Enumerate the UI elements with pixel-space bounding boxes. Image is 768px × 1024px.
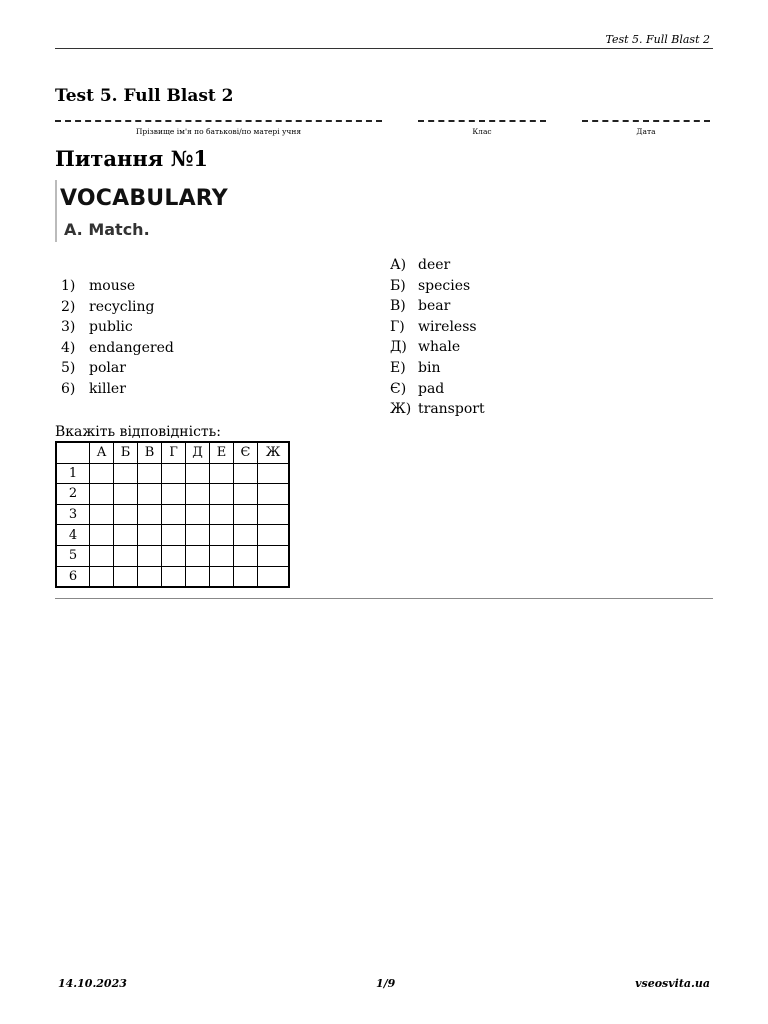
grid-answer-cell[interactable] <box>162 566 186 587</box>
grid-answer-cell[interactable] <box>210 463 234 484</box>
grid-answer-cell[interactable] <box>114 545 138 566</box>
document-title: Test 5. Full Blast 2 <box>55 86 234 106</box>
grid-answer-cell[interactable] <box>114 484 138 505</box>
grid-column-header: Б <box>114 442 138 463</box>
grid-column-header: Е <box>210 442 234 463</box>
list-item: 6) killer <box>61 380 126 397</box>
grid-row <box>56 484 289 505</box>
grid-answer-cell[interactable] <box>162 463 186 484</box>
name-signature-line <box>55 120 382 122</box>
right-match-list <box>390 255 485 420</box>
class-signature-label: Клас <box>472 127 492 136</box>
grid-answer-cell[interactable] <box>138 504 162 525</box>
grid-answer-cell[interactable] <box>90 566 114 587</box>
grid-answer-cell[interactable] <box>234 484 258 505</box>
grid-answer-cell[interactable] <box>210 545 234 566</box>
list-item: В) bear <box>390 298 451 315</box>
question-divider <box>55 598 713 599</box>
grid-row <box>56 504 289 525</box>
grid-answer-cell[interactable] <box>258 504 290 525</box>
grid-answer-cell[interactable] <box>90 484 114 505</box>
question-title: Питання №1 <box>55 146 209 171</box>
list-item: 2) recycling <box>61 298 155 315</box>
grid-column-header: Д <box>186 442 210 463</box>
grid-column-header: Ж <box>258 442 290 463</box>
grid-answer-cell[interactable] <box>234 504 258 525</box>
grid-answer-cell[interactable] <box>258 484 290 505</box>
answer-grid <box>55 441 290 588</box>
grid-answer-cell[interactable] <box>186 504 210 525</box>
grid-answer-cell[interactable] <box>90 463 114 484</box>
grid-answer-cell[interactable] <box>234 566 258 587</box>
grid-answer-cell[interactable] <box>114 463 138 484</box>
list-item: 5) polar <box>61 360 126 377</box>
grid-answer-cell[interactable] <box>162 525 186 546</box>
grid-answer-cell[interactable] <box>138 566 162 587</box>
grid-answer-cell[interactable] <box>210 566 234 587</box>
grid-answer-cell[interactable] <box>186 463 210 484</box>
grid-row <box>56 545 289 566</box>
grid-row-header: 5 <box>56 545 90 566</box>
grid-answer-cell[interactable] <box>90 545 114 566</box>
name-signature-label: Прізвище ім'я по батькові/по матері учня <box>135 127 302 136</box>
grid-answer-cell[interactable] <box>258 463 290 484</box>
grid-answer-cell[interactable] <box>114 566 138 587</box>
list-item: Е) bin <box>390 359 441 376</box>
list-item: 3) public <box>61 319 133 336</box>
grid-answer-cell[interactable] <box>258 545 290 566</box>
grid-answer-cell[interactable] <box>186 566 210 587</box>
grid-answer-cell[interactable] <box>210 504 234 525</box>
grid-row-header: 3 <box>56 504 90 525</box>
running-header: Test 5. Full Blast 2 <box>605 33 710 46</box>
grid-answer-cell[interactable] <box>114 504 138 525</box>
grid-column-header: В <box>138 442 162 463</box>
grid-answer-cell[interactable] <box>162 545 186 566</box>
grid-answer-cell[interactable] <box>258 566 290 587</box>
grid-corner-cell <box>56 442 90 463</box>
list-item: Є) pad <box>390 380 445 397</box>
section-heading: VOCABULARY <box>60 186 228 211</box>
grid-row-header: 2 <box>56 484 90 505</box>
date-signature-label: Дата <box>636 127 656 136</box>
grid-answer-cell[interactable] <box>114 525 138 546</box>
grid-answer-cell[interactable] <box>210 484 234 505</box>
grid-row-header: 6 <box>56 566 90 587</box>
list-item: Б) species <box>390 277 471 294</box>
answer-prompt: Вкажіть відповідність: <box>55 424 222 440</box>
grid-row <box>56 525 289 546</box>
grid-row-header: 4 <box>56 525 90 546</box>
left-match-list <box>61 276 174 400</box>
footer-date: 14.10.2023 <box>58 977 127 990</box>
list-item: А) deer <box>390 257 451 273</box>
grid-answer-cell[interactable] <box>138 484 162 505</box>
grid-answer-cell[interactable] <box>90 504 114 525</box>
grid-answer-cell[interactable] <box>234 545 258 566</box>
list-item: 1) mouse <box>61 278 136 294</box>
grid-answer-cell[interactable] <box>162 484 186 505</box>
footer-page-number: 1/9 <box>376 977 396 990</box>
grid-answer-cell[interactable] <box>90 525 114 546</box>
grid-answer-cell[interactable] <box>186 525 210 546</box>
grid-column-header: Г <box>162 442 186 463</box>
list-item: Г) wireless <box>390 318 477 335</box>
list-item: Д) whale <box>390 339 461 356</box>
grid-answer-cell[interactable] <box>138 463 162 484</box>
grid-answer-cell[interactable] <box>186 484 210 505</box>
grid-column-header: Є <box>234 442 258 463</box>
grid-answer-cell[interactable] <box>258 525 290 546</box>
task-heading: A. Match. <box>64 220 150 239</box>
grid-row-header: 1 <box>56 463 90 484</box>
grid-answer-cell[interactable] <box>234 463 258 484</box>
list-item: 4) endangered <box>61 339 174 356</box>
grid-answer-cell[interactable] <box>138 525 162 546</box>
grid-row <box>56 463 289 484</box>
list-item: Ж) transport <box>390 401 485 418</box>
grid-column-header: А <box>90 442 114 463</box>
grid-row <box>56 566 289 587</box>
header-divider <box>55 48 713 49</box>
date-signature-line <box>582 120 710 122</box>
footer-site: vseosvita.ua <box>635 977 710 990</box>
grid-answer-cell[interactable] <box>162 504 186 525</box>
grid-answer-cell[interactable] <box>186 545 210 566</box>
grid-answer-cell[interactable] <box>210 525 234 546</box>
grid-answer-cell[interactable] <box>234 525 258 546</box>
class-signature-line <box>418 120 546 122</box>
grid-header-row <box>56 442 289 463</box>
grid-answer-cell[interactable] <box>138 545 162 566</box>
vocabulary-image <box>55 180 257 242</box>
